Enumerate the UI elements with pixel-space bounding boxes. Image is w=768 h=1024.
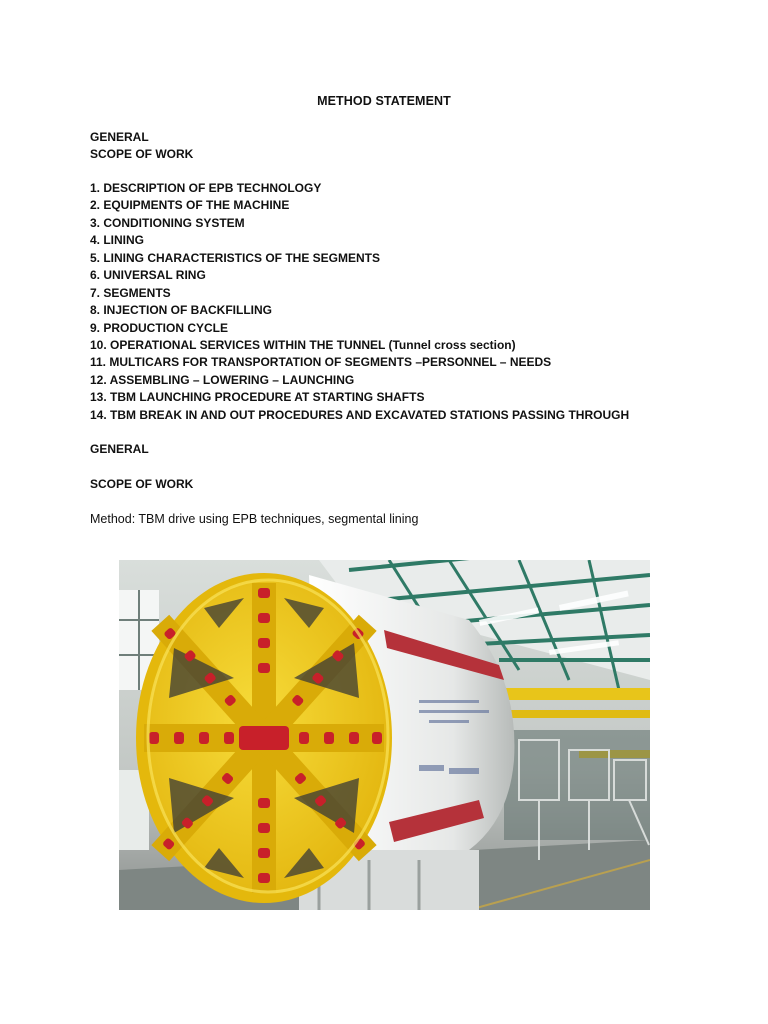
toc-item: 5. LINING CHARACTERISTICS OF THE SEGMENTS	[90, 250, 381, 265]
tbm-photo	[119, 560, 650, 910]
toc-item: 9. PRODUCTION CYCLE	[90, 320, 229, 335]
toc-item: 4. LINING	[90, 233, 145, 248]
toc-item: 7. SEGMENTS	[90, 285, 171, 300]
toc-item: 1. DESCRIPTION OF EPB TECHNOLOGY	[90, 181, 322, 195]
method-text: Method: TBM drive using EPB techniques, segmental lining	[90, 512, 419, 526]
toc-item: 6. UNIVERSAL RING	[90, 268, 206, 283]
table-of-contents	[90, 180, 629, 424]
heading-scope-of-work: SCOPE OF WORK	[90, 147, 194, 161]
toc-item: 13. TBM LAUNCHING PROCEDURE AT STARTING SHAFTS	[90, 390, 425, 405]
document-title: METHOD STATEMENT	[317, 94, 451, 108]
toc-item: 10. OPERATIONAL SERVICES WITHIN THE TUNNEL (Tunnel cross section)	[90, 337, 516, 352]
section-scope-of-work: SCOPE OF WORK	[90, 477, 194, 491]
heading-general: GENERAL	[90, 130, 149, 144]
toc-item: 12. ASSEMBLING – LOWERING – LAUNCHING	[90, 372, 355, 387]
section-general: GENERAL	[90, 442, 149, 456]
toc-item: 3. CONDITIONING SYSTEM	[90, 215, 245, 230]
toc-item: 2. EQUIPMENTS OF THE MACHINE	[90, 198, 290, 213]
toc-item: 11. MULTICARS FOR TRANSPORTATION OF SEGMENTS –PERSONNEL – NEEDS	[90, 355, 552, 370]
toc-item: 14. TBM BREAK IN AND OUT PROCEDURES AND EXCAVATED STATIONS PASSING THROUGH	[90, 407, 630, 422]
toc-item: 8. INJECTION OF BACKFILLING	[90, 303, 273, 318]
